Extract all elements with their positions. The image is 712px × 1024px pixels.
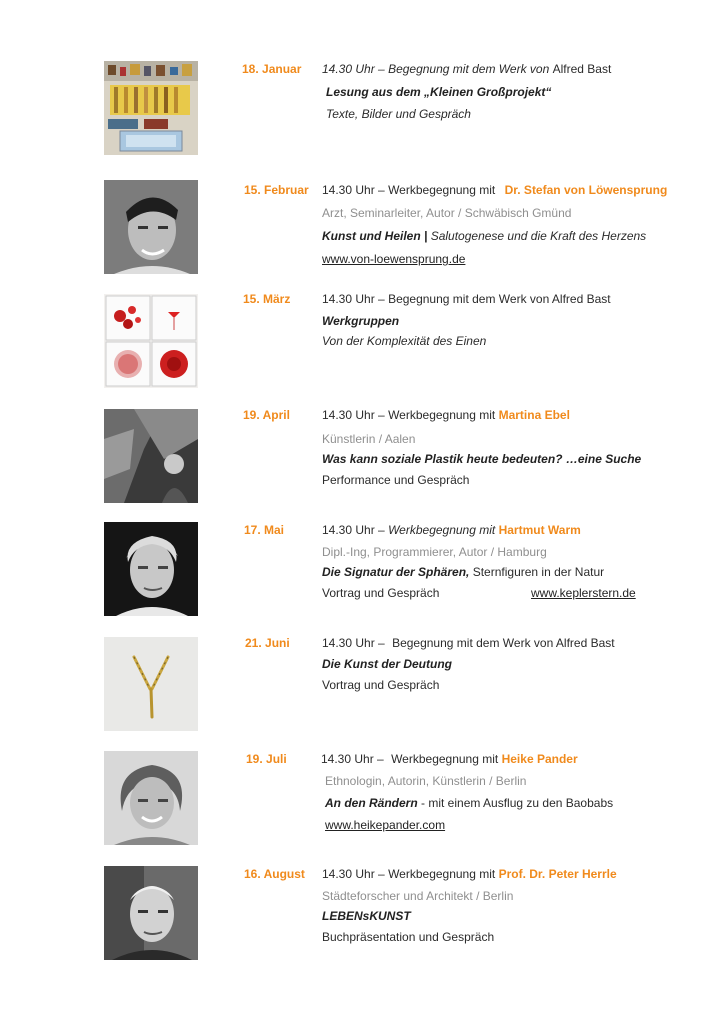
event-intro-text: Begegnung mit dem Werk von Alfred Bast [392, 636, 615, 650]
event-description: Performance und Gespräch [322, 473, 470, 487]
event-intro [322, 636, 615, 650]
event-time: 14.30 Uhr – [322, 183, 385, 197]
event-title [325, 796, 613, 810]
event-description: Texte, Bilder und Gespräch [326, 107, 471, 121]
event-website-link[interactable]: www.von-loewensprung.de [322, 252, 466, 266]
event-description: Von der Komplexität des Einen [322, 334, 487, 348]
event-date: 15. März [243, 292, 291, 306]
event-role: Arzt, Seminarleiter, Autor / Schwäbisch Gmünd [322, 206, 572, 220]
event-intro-text: Begegnung mit dem Werk von Alfred Bast [388, 292, 611, 306]
event-person: Dr. Stefan von Löwensprung [504, 183, 668, 197]
event-date: 17. Mai [244, 523, 285, 537]
event-title: Lesung aus dem „Kleinen Großprojekt“ [326, 85, 552, 99]
event-intro [322, 62, 611, 76]
event-title: Die Kunst der Deutung [322, 657, 453, 671]
event-title: Was kann soziale Plastik heute bedeuten? …eine Suche [322, 452, 642, 466]
workshop-table-photo [104, 61, 198, 155]
event-role: Künstlerin / Aalen [322, 432, 416, 446]
event-title-rest: Sternfiguren in der Natur [472, 565, 605, 579]
event-website-link[interactable]: www.heikepander.com [325, 818, 446, 832]
event-intro [322, 183, 667, 197]
event-intro [321, 752, 578, 766]
red-artworks-grid [104, 294, 198, 388]
event-role: Städteforscher und Architekt / Berlin [322, 889, 514, 903]
event-time: 14.30 Uhr – [321, 752, 384, 766]
event-title: Werkgruppen [322, 314, 400, 328]
event-date: 21. Juni [245, 636, 290, 650]
event-date: 19. Juli [246, 752, 287, 766]
portrait-photo [104, 751, 198, 845]
portrait-photo [104, 522, 198, 616]
event-date: 15. Februar [244, 183, 309, 197]
event-title [322, 229, 646, 243]
event-title-main: An den Rändern [325, 796, 418, 810]
event-title-main: Die Signatur der Sphären, [322, 565, 470, 579]
event-role: Dipl.-Ing, Programmierer, Autor / Hamburg [322, 545, 547, 559]
event-intro [322, 292, 611, 306]
event-intro-text: Werkbegegnung mit [391, 752, 499, 766]
event-date: 18. Januar [242, 62, 302, 76]
event-website-link[interactable]: www.keplerstern.de [531, 586, 636, 600]
event-intro [322, 408, 570, 422]
event-intro-text: Werkbegegnung mit [388, 523, 496, 537]
event-time: 14.30 Uhr – [322, 867, 385, 881]
event-person: Prof. Dr. Peter Herrle [498, 867, 617, 881]
y-branch-sculpture [104, 637, 198, 731]
event-time: 14.30 Uhr – [322, 408, 385, 422]
event-intro-text: Werkbegegnung mit [388, 183, 496, 197]
event-title-rest: - mit einem Ausflug zu den Baobabs [421, 796, 614, 810]
event-description: Vortrag und Gespräch [322, 678, 440, 692]
event-description: Vortrag und Gespräch [322, 586, 440, 600]
event-intro-text: Begegnung mit dem Werk von [388, 62, 550, 76]
event-person: Alfred Bast [552, 62, 612, 76]
event-title [322, 565, 604, 579]
event-intro-text: Werkbegegnung mit [388, 408, 496, 422]
event-date: 19. April [243, 408, 290, 422]
event-intro-text: Werkbegegnung mit [388, 867, 496, 881]
portrait-photo [104, 180, 198, 274]
event-intro [322, 867, 617, 881]
event-time: 14.30 Uhr – [322, 292, 385, 306]
event-person: Heike Pander [501, 752, 578, 766]
portrait-photo [104, 866, 198, 960]
event-person: Hartmut Warm [498, 523, 581, 537]
event-time: 14.30 Uhr – [322, 62, 385, 76]
event-person: Martina Ebel [498, 408, 570, 422]
event-title-rest: Salutogenese und die Kraft des Herzens [430, 229, 647, 243]
event-time: 14.30 Uhr – [322, 636, 385, 650]
event-title-main: Kunst und Heilen | [322, 229, 428, 243]
event-time: 14.30 Uhr – [322, 523, 385, 537]
rock-portrait-photo [104, 409, 198, 503]
event-date: 16. August [244, 867, 305, 881]
event-description: Buchpräsentation und Gespräch [322, 930, 495, 944]
event-title: LEBENsKUNST [322, 909, 411, 923]
event-intro [322, 523, 581, 537]
event-role: Ethnologin, Autorin, Künstlerin / Berlin [325, 774, 527, 788]
